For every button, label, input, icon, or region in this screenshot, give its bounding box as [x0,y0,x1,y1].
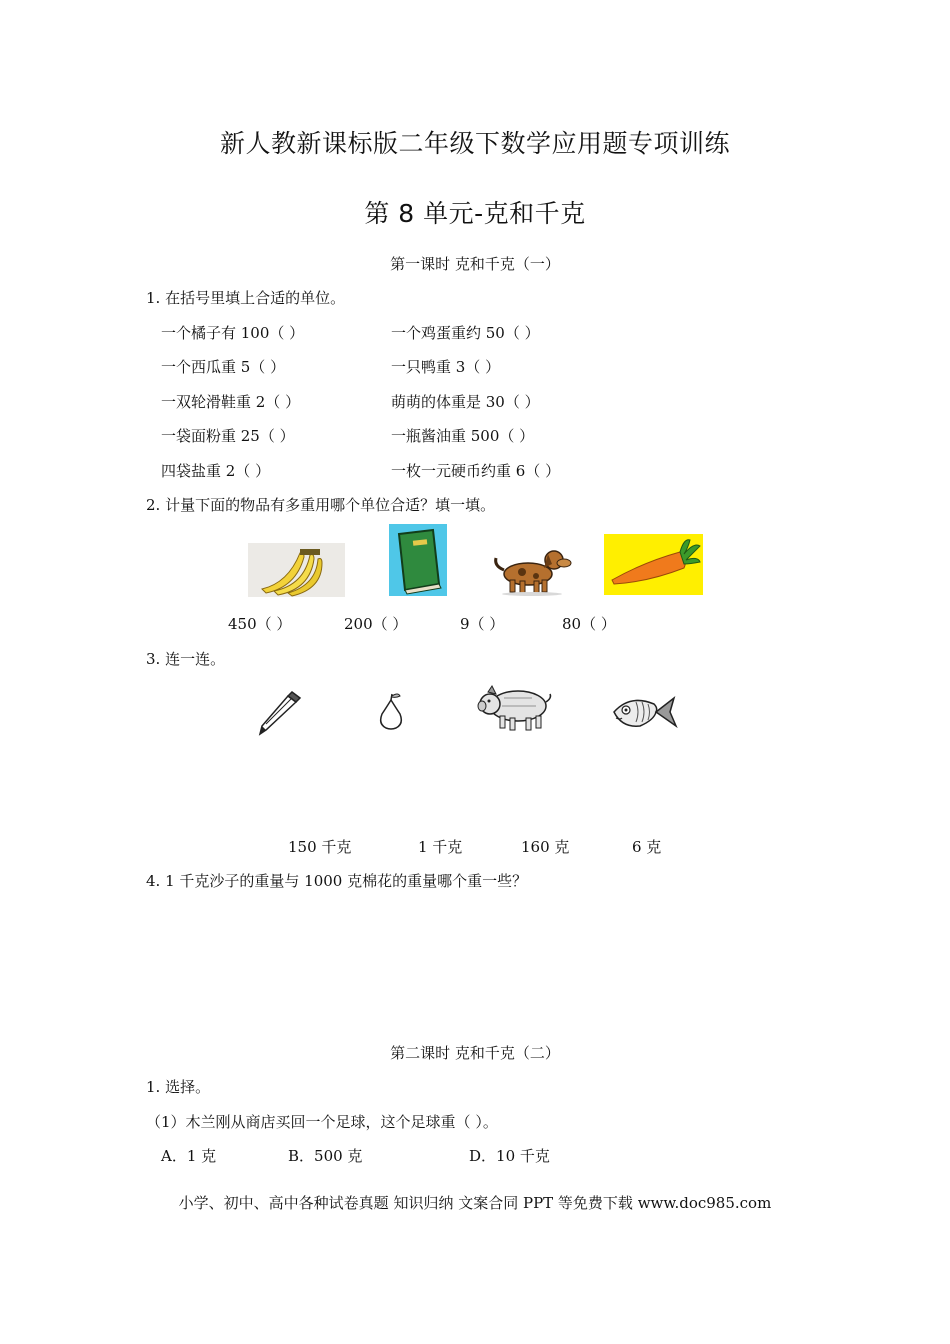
q1-item-right: 萌萌的体重是 30（ ） [391,393,540,411]
q1-item-left: 一个橘子有 100（ ） [161,324,305,342]
q2-answer: 9（ ） [460,615,505,633]
option-a: A．1 克 [161,1147,217,1165]
q1-item-right: 一只鸭重 3（ ） [391,358,501,376]
carrot-icon [604,534,703,595]
l2-q1-sub1: （1）木兰刚从商店买回一个足球，这个足球重（ ）。 [146,1113,498,1131]
dog-icon [492,546,574,596]
q1-item-right: 一枚一元硬币约重 6（ ） [391,462,561,480]
book-icon [389,524,447,596]
q2-answer: 200（ ） [344,615,408,633]
q3-weight: 1 千克 [418,838,463,856]
pear-icon [374,692,408,732]
q3-prompt: 3. 连一连。 [146,650,226,668]
lesson1-heading: 第一课时 克和千克（一） [390,255,560,273]
banana-icon [248,543,345,597]
q3-weight: 160 克 [521,838,570,856]
lesson2-heading: 第二课时 克和千克（二） [390,1044,560,1062]
q1-prompt: 1. 在括号里填上合适的单位。 [146,289,346,307]
fish-icon [610,690,678,732]
footer-text: 小学、初中、高中各种试卷真题 知识归纳 文案合同 PPT 等免费下载 www.doc985.com [178,1194,772,1212]
q2-answer: 80（ ） [562,615,616,633]
q1-item-left: 一双轮滑鞋重 2（ ） [161,393,301,411]
q2-prompt: 2. 计量下面的物品有多重用哪个单位合适？填一填。 [146,496,496,514]
q4-prompt: 4. 1 千克沙子的重量与 1000 克棉花的重量哪个重一些？ [146,872,528,890]
q1-item-left: 一袋面粉重 25（ ） [161,427,295,445]
unit-title: 第 8 单元-克和千克 [364,199,586,228]
q3-weight: 150 千克 [288,838,352,856]
page-title: 新人教新课标版二年级下数学应用题专项训练 [219,129,730,158]
l2-q1-prompt: 1. 选择。 [146,1078,211,1096]
q1-item-left: 一个西瓜重 5（ ） [161,358,286,376]
option-b: B．500 克 [288,1147,363,1165]
pig-icon [474,684,554,732]
q3-weight: 6 克 [632,838,662,856]
q1-item-left: 四袋盐重 2（ ） [161,462,271,480]
pencil-icon [256,690,302,736]
q1-item-right: 一瓶酱油重 500（ ） [391,427,535,445]
q1-item-right: 一个鸡蛋重约 50（ ） [391,324,540,342]
q2-answer: 450（ ） [228,615,292,633]
option-d: D．10 千克 [469,1147,550,1165]
